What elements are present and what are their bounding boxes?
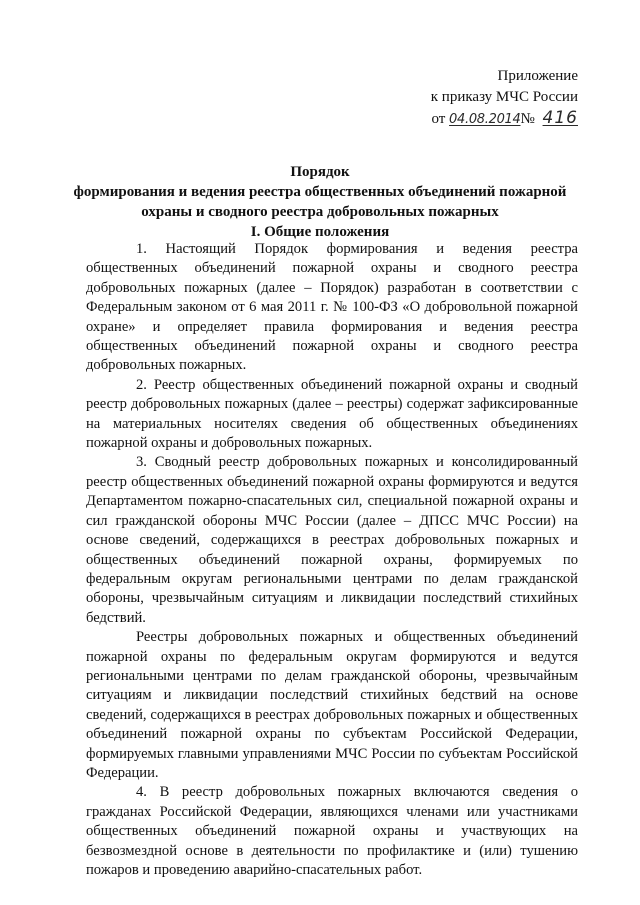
paragraph-3: 3. Сводный реестр добровольных пожарных и консолидированный реестр общественных объединений пожарной охраны формируются и ведутся Департаментом пожарно-спасательных сил, специальной пожарной охраны и сил гражданской обороны МЧС России (далее – ДПСС МЧС России) на основе сведений, содержащихся в реестрах добровольных пожарных и общественных объединений пожарной охраны, формируемых по федеральным округам региональными центрами по делам гражданской обороны, чрезвычайным ситуациям и ликвидации последствий стихийных бедствий. bbox=[86, 454, 578, 626]
paragraph-2: 2. Реестр общественных объединений пожарной охраны и сводный реестр добровольных пожарных (далее – реестры) содержат зафиксированные на материальных носителях сведения об общественных объединениях пожарной охраны и добровольных пожарных. bbox=[86, 376, 578, 452]
title-subheading-line1: формирования и ведения реестра общественных объединений пожарной bbox=[73, 184, 567, 200]
handwritten-order-number: 416 bbox=[542, 108, 578, 128]
date-prefix: от bbox=[431, 111, 446, 127]
title-heading: Порядок bbox=[290, 164, 350, 180]
appendix-header bbox=[408, 66, 578, 130]
number-sign: № bbox=[520, 111, 535, 127]
document-body bbox=[86, 240, 578, 880]
title-subheading-line2: охраны и сводного реестра добровольных пожарных bbox=[141, 204, 499, 220]
appendix-order-ref: к приказу МЧС России bbox=[430, 89, 578, 105]
section-heading: I. Общие положения bbox=[250, 224, 390, 240]
document-title bbox=[0, 162, 640, 242]
handwritten-date: 04.08.2014 bbox=[449, 112, 521, 127]
paragraph-4: 4. В реестр добровольных пожарных включаются сведения о гражданах Российской Федерации, являющихся членами или участниками общественных объединений пожарной охраны и участвующих на безвозмездной основе в деятельности по профилактике и (или) тушению пожаров и проведению аварийно-спасательных работ. bbox=[86, 784, 578, 878]
paragraph-3-continuation: Реестры добровольных пожарных и общественных объединений пожарной охраны по федеральным округам формируются и ведутся региональными центрами по делам гражданской обороны, чрезвычайным ситуациям и ликвидации последствий стихийных бедствий на основе сведений, содержащихся в реестрах добровольных пожарных и общественных объединений пожарной охраны по субъектам Российской Федерации, формируемых главными управлениями МЧС России по субъектам Российской Федерации. bbox=[86, 629, 578, 781]
paragraph-1: 1. Настоящий Порядок формирования и ведения реестра общественных объединений пожарной охраны и сводного реестра добровольных пожарных (далее – Порядок) разработан в соответствии с Федеральным законом от 6 мая 2011 г. № 100-ФЗ «О добровольной пожарной охране» и определяет правила формирования и ведения реестра общественных объединений пожарной охраны и сводного реестра добровольных пожарных. bbox=[86, 241, 578, 374]
appendix-label: Приложение bbox=[497, 68, 578, 84]
appendix-order-date-number bbox=[408, 108, 578, 130]
